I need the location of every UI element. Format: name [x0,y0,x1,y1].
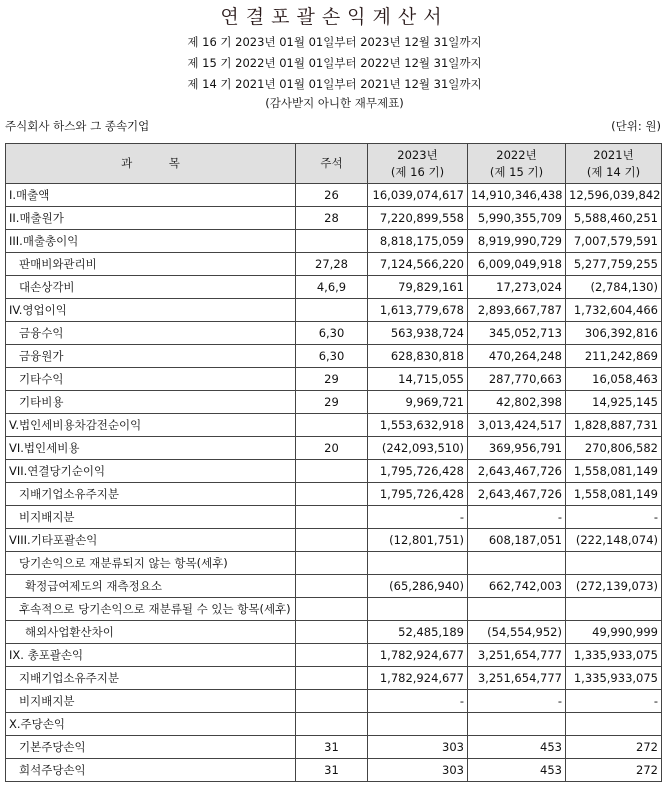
row-label: VII.연결당기순이익 [6,460,296,483]
period-15: 제 15 기 2022년 01월 01일부터 2022년 12월 31일까지 [187,56,482,70]
value-2021: 5,588,460,251 [566,207,662,230]
value-2022: - [468,690,566,713]
value-2022: 287,770,663 [468,368,566,391]
table-row [6,368,662,391]
value-2022: 8,919,990,729 [468,230,566,253]
row-label: II.매출원가 [6,207,296,230]
value-2021: 211,242,869 [566,345,662,368]
row-note: 31 [296,759,368,782]
value-2021 [566,552,662,575]
row-note [296,598,368,621]
value-2023: 628,830,818 [368,345,468,368]
value-2021: 1,335,933,075 [566,644,662,667]
table-row [6,391,662,414]
value-2022: 5,990,355,709 [468,207,566,230]
value-2023: 1,613,779,678 [368,299,468,322]
value-2023: 9,969,721 [368,391,468,414]
row-note: 27,28 [296,253,368,276]
table-header-row [6,144,662,184]
value-2021: 1,732,604,466 [566,299,662,322]
value-2021: 7,007,579,591 [566,230,662,253]
row-label: 비지배지분 [6,506,296,529]
value-2022: 345,052,713 [468,322,566,345]
row-label: 기타비용 [6,391,296,414]
row-label: 희석주당손익 [6,759,296,782]
table-row [6,667,662,690]
row-label: VIII.기타포괄손익 [6,529,296,552]
value-2023: - [368,506,468,529]
row-note [296,552,368,575]
table-row [6,713,662,736]
period-14: 제 14 기 2021년 01월 01일부터 2021년 12월 31일까지 [187,77,482,91]
value-2022: 662,742,003 [468,575,566,598]
value-2023: 7,220,899,558 [368,207,468,230]
value-2023: 1,795,726,428 [368,483,468,506]
header-2022-period: (제 15 기) [489,164,544,179]
header-item: 과 목 [6,144,296,184]
value-2022: 42,802,398 [468,391,566,414]
value-2022: 6,009,049,918 [468,253,566,276]
row-label: 기본주당손익 [6,736,296,759]
value-2021: 306,392,816 [566,322,662,345]
row-note [296,506,368,529]
value-2022: 14,910,346,438 [468,184,566,207]
value-2021: 272 [566,736,662,759]
value-2021: 1,558,081,149 [566,483,662,506]
value-2022: 2,643,467,726 [468,460,566,483]
header-2023-year: 2023년 [397,147,438,162]
row-label: 당기손익으로 재분류되지 않는 항목(세후) [6,552,296,575]
document-title: 연결포괄손익계산서 [220,6,449,28]
value-2022: 2,893,667,787 [468,299,566,322]
row-label: IV.영업이익 [6,299,296,322]
row-label: 판매비와관리비 [6,253,296,276]
row-note [296,713,368,736]
table-row [6,529,662,552]
value-2022: 453 [468,736,566,759]
value-2022: 3,251,654,777 [468,644,566,667]
header-2021-period: (제 14 기) [586,164,641,179]
header-2022 [468,144,566,184]
table-row [6,736,662,759]
value-2022: 470,264,248 [468,345,566,368]
table-row [6,345,662,368]
value-2021: 16,058,463 [566,368,662,391]
value-2021 [566,713,662,736]
header-2021 [566,144,662,184]
row-note: 6,30 [296,322,368,345]
row-label: 기타수익 [6,368,296,391]
value-2023: 303 [368,736,468,759]
unaudited-note: (감사받지 아니한 재무제표) [265,96,404,110]
value-2021: 12,596,039,842 [566,184,662,207]
value-2022: 369,956,791 [468,437,566,460]
value-2022: 608,187,051 [468,529,566,552]
value-2021: (2,784,130) [566,276,662,299]
value-2023: 16,039,074,617 [368,184,468,207]
header-2021-year: 2021년 [593,147,634,162]
row-label: V.법인세비용차감전순이익 [6,414,296,437]
row-note: 6,30 [296,345,368,368]
row-note [296,299,368,322]
value-2021: (272,139,073) [566,575,662,598]
value-2021 [566,598,662,621]
value-2023: 7,124,566,220 [368,253,468,276]
row-label: 확정급여제도의 재측정요소 [6,575,296,598]
value-2021: (222,148,074) [566,529,662,552]
value-2021: - [566,506,662,529]
value-2023: - [368,690,468,713]
value-2023: 8,818,175,059 [368,230,468,253]
value-2022: 2,643,467,726 [468,483,566,506]
row-note: 29 [296,391,368,414]
value-2021: 5,277,759,255 [566,253,662,276]
period-16: 제 16 기 2023년 01월 01일부터 2023년 12월 31일까지 [187,35,482,49]
row-note [296,575,368,598]
table-row [6,506,662,529]
value-2023: 1,782,924,677 [368,667,468,690]
value-2022: - [468,506,566,529]
value-2023: 14,715,055 [368,368,468,391]
table-row [6,437,662,460]
value-2023 [368,713,468,736]
table-row [6,184,662,207]
value-2023: 1,782,924,677 [368,644,468,667]
value-2021: - [566,690,662,713]
value-2023: (242,093,510) [368,437,468,460]
row-note: 29 [296,368,368,391]
row-label: 금융원가 [6,345,296,368]
table-row [6,322,662,345]
table-row [6,276,662,299]
row-note [296,690,368,713]
row-note [296,644,368,667]
table-row [6,621,662,644]
value-2021: 1,335,933,075 [566,667,662,690]
row-note [296,230,368,253]
row-note: 20 [296,437,368,460]
table-row [6,253,662,276]
value-2023: 1,795,726,428 [368,460,468,483]
value-2023: 52,485,189 [368,621,468,644]
row-note: 4,6,9 [296,276,368,299]
table-row [6,230,662,253]
row-label: 후속적으로 당기손익으로 재분류될 수 있는 항목(세후) [6,598,296,621]
row-label: I.매출액 [6,184,296,207]
table-row [6,552,662,575]
row-note [296,621,368,644]
row-note: 28 [296,207,368,230]
header-2023-period: (제 16 기) [390,164,445,179]
table-row [6,460,662,483]
table-row [6,690,662,713]
value-2022: 3,251,654,777 [468,667,566,690]
table-row [6,575,662,598]
unit-label: (단위: 원) [611,119,661,133]
header-2023 [368,144,468,184]
value-2023: (65,286,940) [368,575,468,598]
header-2022-year: 2022년 [496,147,537,162]
value-2022: 3,013,424,517 [468,414,566,437]
value-2021: 1,558,081,149 [566,460,662,483]
income-statement-table [5,143,662,782]
row-note [296,460,368,483]
row-note: 31 [296,736,368,759]
header-note: 주석 [296,144,368,184]
value-2021: 270,806,582 [566,437,662,460]
value-2021: 14,925,145 [566,391,662,414]
value-2023 [368,598,468,621]
row-label: 비지배지분 [6,690,296,713]
row-note [296,414,368,437]
row-label: 금융수익 [6,322,296,345]
value-2023: (12,801,751) [368,529,468,552]
value-2022 [468,552,566,575]
table-row [6,483,662,506]
value-2022: 453 [468,759,566,782]
value-2023: 1,553,632,918 [368,414,468,437]
value-2023 [368,552,468,575]
row-label: IX. 총포괄손익 [6,644,296,667]
value-2022: 17,273,024 [468,276,566,299]
row-note: 26 [296,184,368,207]
company-name: 주식회사 하스와 그 종속기업 [5,119,150,133]
value-2023: 79,829,161 [368,276,468,299]
row-label: III.매출총이익 [6,230,296,253]
table-row [6,207,662,230]
table-row [6,598,662,621]
value-2021: 1,828,887,731 [566,414,662,437]
value-2023: 303 [368,759,468,782]
value-2022 [468,713,566,736]
row-label: 지배기업소유주지분 [6,483,296,506]
value-2022: (54,554,952) [468,621,566,644]
row-label: 해외사업환산차이 [6,621,296,644]
table-row [6,644,662,667]
value-2021: 49,990,999 [566,621,662,644]
row-label: 대손상각비 [6,276,296,299]
table-row [6,299,662,322]
row-label: VI.법인세비용 [6,437,296,460]
row-label: X.주당손익 [6,713,296,736]
row-label: 지배기업소유주지분 [6,667,296,690]
row-note [296,483,368,506]
table-row [6,414,662,437]
row-note [296,529,368,552]
value-2022 [468,598,566,621]
value-2023: 563,938,724 [368,322,468,345]
row-note [296,667,368,690]
value-2021: 272 [566,759,662,782]
table-row [6,759,662,782]
